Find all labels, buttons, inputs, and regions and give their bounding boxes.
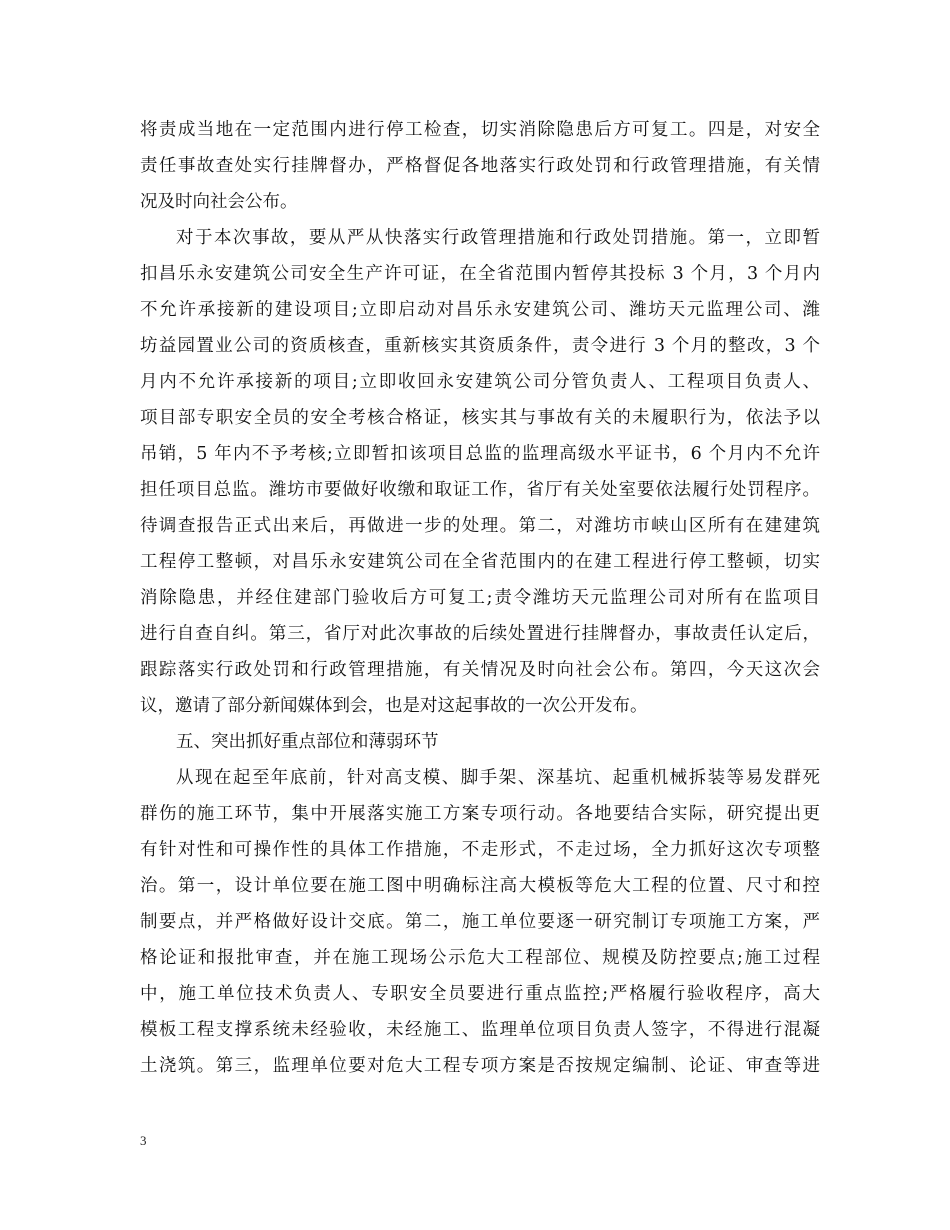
text-line: 吊销，5 年内不予考核;立即暂扣该项目总监的监理高级水平证书，6 个月内不允许 xyxy=(140,444,820,464)
text-line: 待调查报告正式出来后，再做进一步的处理。第二，对潍坊市峡山区所有在建建筑 xyxy=(140,516,820,536)
text-line: 有针对性和可操作性的具体工作措施，不走形式，不走过场，全力抓好这次专项整 xyxy=(140,840,820,860)
text-line: 担任项目总监。潍坊市要做好收缴和取证工作，省厅有关处室要依法履行处罚程序。 xyxy=(140,480,820,500)
text-line: 治。第一，设计单位要在施工图中明确标注高大模板等危大工程的位置、尺寸和控 xyxy=(140,876,820,896)
text-line: 跟踪落实行政处罚和行政管理措施，有关情况及时向社会公布。第四，今天这次会 xyxy=(140,660,820,680)
page-number: 3 xyxy=(140,1133,147,1148)
text-line: 中，施工单位技术负责人、专职安全员要进行重点监控;严格履行验收程序，高大 xyxy=(140,984,820,1004)
body-text xyxy=(140,112,820,1084)
text-line: 制要点，并严格做好设计交底。第二，施工单位要逐一研究制订专项施工方案，严 xyxy=(140,912,820,932)
text-line: 从现在起至年底前，针对高支模、脚手架、深基坑、起重机械拆装等易发群死 xyxy=(176,768,820,788)
text-line: 月内不允许承接新的项目;立即收回永安建筑公司分管负责人、工程项目负责人、 xyxy=(140,372,820,392)
text-line: 格论证和报批审查，并在施工现场公示危大工程部位、规模及防控要点;施工过程 xyxy=(140,948,820,968)
text-line: 议，邀请了部分新闻媒体到会，也是对这起事故的一次公开发布。 xyxy=(140,696,648,716)
text-line: 消除隐患，并经住建部门验收后方可复工;责令潍坊天元监理公司对所有在监项目 xyxy=(140,588,820,608)
text-line: 进行自查自纠。第三，省厅对此次事故的后续处置进行挂牌督办，事故责任认定后， xyxy=(140,624,820,644)
text-line: 群伤的施工环节，集中开展落实施工方案专项行动。各地要结合实际，研究提出更 xyxy=(140,804,820,824)
text-line: 扣昌乐永安建筑公司安全生产许可证，在全省范围内暂停其投标 3 个月，3 个月内 xyxy=(140,264,820,284)
text-line: 坊益园置业公司的资质核查，重新核实其资质条件，责令进行 3 个月的整改，3 个 xyxy=(140,336,820,356)
text-line: 不允许承接新的建设项目;立即启动对昌乐永安建筑公司、潍坊天元监理公司、潍 xyxy=(140,300,820,320)
text-line: 五、突出抓好重点部位和薄弱环节 xyxy=(176,732,439,752)
text-line: 模板工程支撑系统未经验收，未经施工、监理单位项目负责人签字，不得进行混凝 xyxy=(140,1020,820,1040)
text-line: 况及时向社会公布。 xyxy=(140,192,298,212)
text-line: 对于本次事故，要从严从快落实行政管理措施和行政处罚措施。第一，立即暂 xyxy=(176,228,820,248)
text-line: 土浇筑。第三，监理单位要对危大工程专项方案是否按规定编制、论证、审查等进 xyxy=(140,1056,820,1076)
text-line: 将责成当地在一定范围内进行停工检查，切实消除隐患后方可复工。四是，对安全 xyxy=(140,120,820,140)
text-line: 工程停工整顿，对昌乐永安建筑公司在全省范围内的在建工程进行停工整顿，切实 xyxy=(140,552,820,572)
text-line: 责任事故查处实行挂牌督办，严格督促各地落实行政处罚和行政管理措施，有关情 xyxy=(140,156,820,176)
text-line: 项目部专职安全员的安全考核合格证，核实其与事故有关的未履职行为，依法予以 xyxy=(140,408,820,428)
